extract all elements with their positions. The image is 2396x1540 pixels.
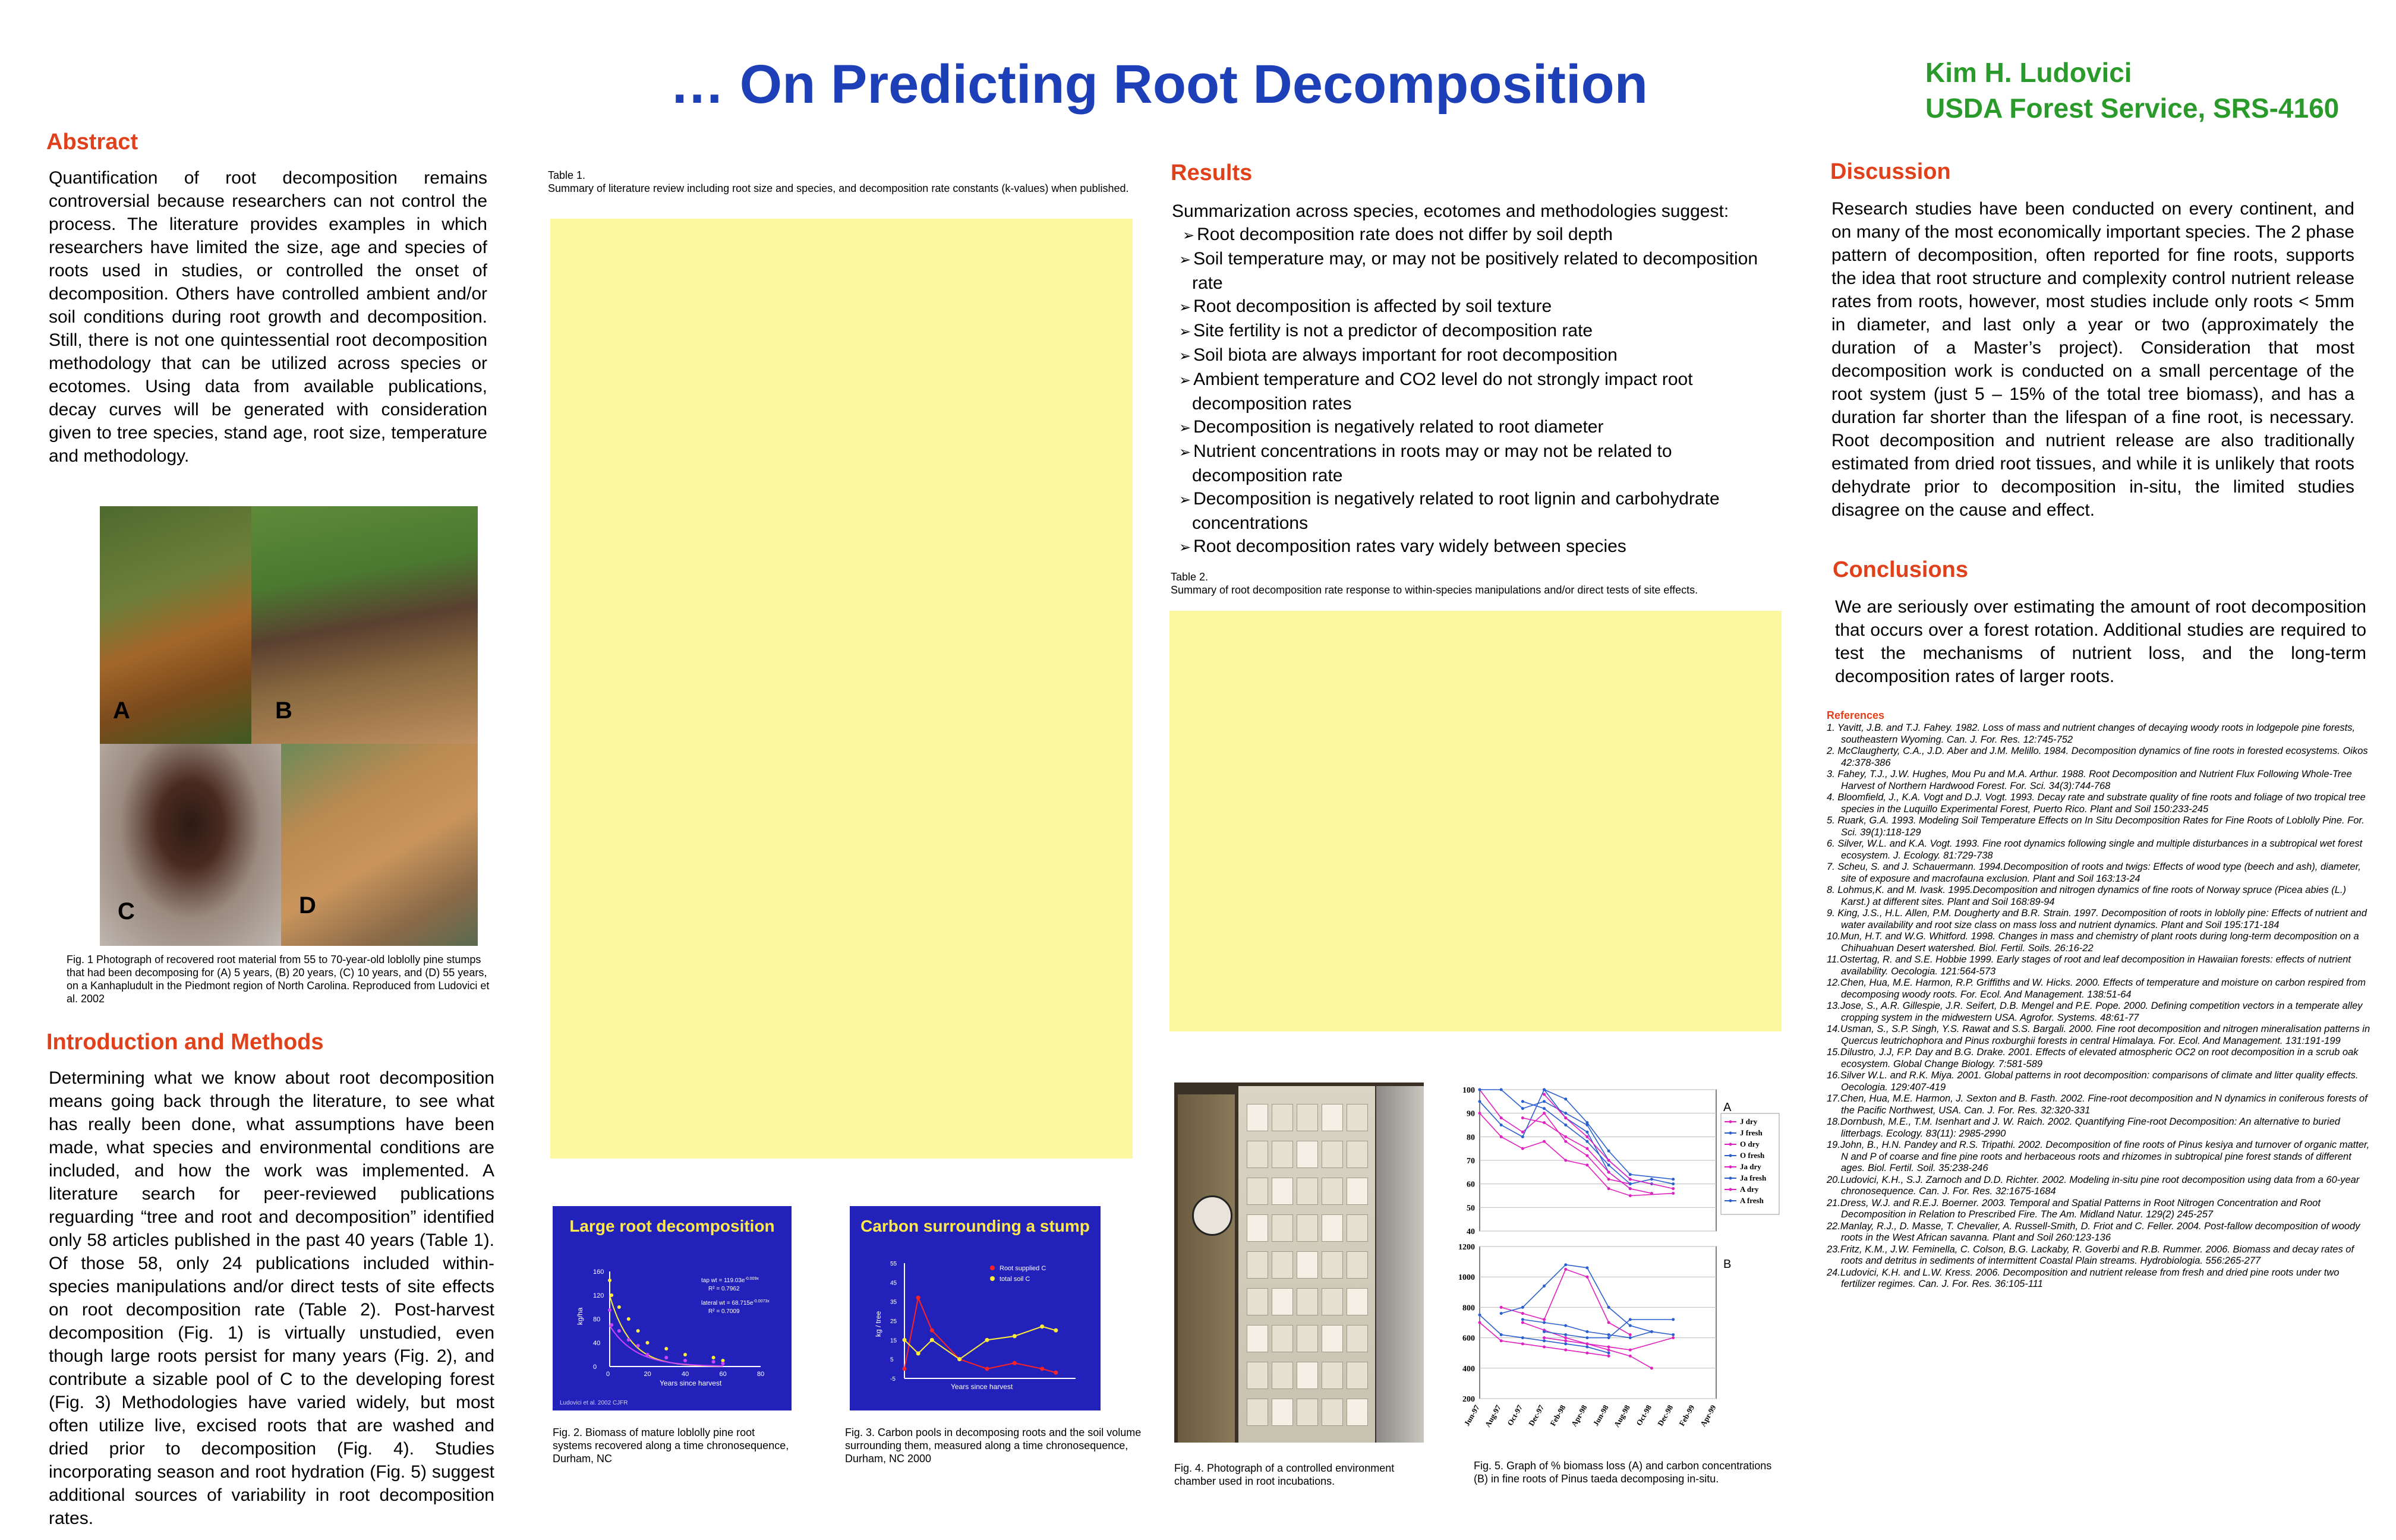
fig3-ytick: 15 [890,1337,897,1345]
fig2-lateral-curve [610,1326,723,1366]
figure2-chart [553,1206,792,1410]
fig2-ytick: 120 [593,1292,604,1299]
photo-label-a: A [113,698,130,724]
fig5-legend-marker [1729,1188,1732,1191]
fig2-source: Ludovici et al. 2002 CJFR [560,1400,628,1406]
figure4-caption: Fig. 4. Photograph of a controlled environment chamber used in root incubations. [1174,1462,1395,1487]
discussion-heading: Discussion [1830,159,1951,184]
table1-caption: Table 1. Summary of literature review including root size and species, and decomposition rate constants (k-values) when published. [548,169,1129,194]
fig2-point-tap-wt [664,1347,668,1350]
reference-item: 10.Mun, H.T. and W.G. Whitford. 1998. Changes in mass and chemistry of plant roots during long-term decomposition on a Chihuahuan Desert watershed. Biol. Fertil. Soils. 26:16-22 [1827,931,2359,954]
fig2-point-lateral-wt [721,1362,725,1365]
fig5-legend-marker [1729,1154,1732,1157]
fig5-xtick: Feb-98 [1548,1403,1568,1428]
incubation-container [1297,1399,1318,1426]
fig3-point [1054,1328,1058,1333]
incubation-container [1272,1325,1293,1352]
figure1-caption: Fig. 1 Photograph of recovered root material from 55 to 70-year-old loblolly pine stumps that had been decomposing for (A) 5 years, (B) 20 years, (C) 10 years, and (D) 55 years, on a Kanhapludult in the Piedmont region of North Carolina. Reproduced from Ludovici et al. 2002 [67,954,490,1005]
results-bullet: ➢ Soil temperature may, or may not be positively related to decomposition rate [1173,247,1791,295]
fig5-xtick: Dec-97 [1527,1403,1546,1428]
fig2-point-lateral-wt [608,1308,611,1312]
incubation-container [1347,1399,1368,1426]
fig5-legend-marker [1729,1143,1732,1146]
fig3-legend-soil: total soil C [1000,1276,1030,1283]
reference-item: 17.Chen, Hua, M.E. Harmon, J. Sexton and B. Fasth. 2002. Fine-root decomposition and N dynamics in coniferous forests of the Pacific Northwest, USA. Can. J. For. Res. 32:320-331 [1827,1093,2367,1116]
results-bullet: ➢ Decomposition is negatively related to root diameter [1173,415,1791,440]
incubation-container [1272,1104,1293,1131]
fig3-point [1013,1334,1017,1338]
figure5-caption: Fig. 5. Graph of % biomass loss (A) and carbon concentrations (B) in fine roots of Pinus taeda decomposing in-situ. [1474,1460,1772,1485]
fig3-point [1040,1367,1044,1371]
incubation-container [1247,1325,1268,1352]
fig2-xtick: 80 [757,1371,765,1378]
incubation-container [1297,1104,1318,1131]
incubation-container [1322,1104,1343,1131]
incubation-container [1272,1251,1293,1279]
incubation-container [1322,1178,1343,1205]
results-intro: Summarization across species, ecotomes and methodologies suggest: [1172,201,1729,221]
table1-placeholder [550,219,1133,1159]
fig3-legend-marker-root [990,1266,995,1270]
incubation-container [1272,1141,1293,1168]
fig2-xtick: 40 [682,1371,689,1378]
fig5-legend-marker [1729,1166,1732,1169]
reference-item: 12.Chen, Hua, M.E. Harmon, R.P. Griffiths and W. Hicks. 2000. Effects of temperature and moisture on carbon respired from decomposing woody roots. For. Ecol. And Management. 138:51-64 [1827,977,2366,1000]
fig5-legend-label: Ja fresh [1740,1173,1767,1182]
incubation-container [1297,1141,1318,1168]
references-list [1827,722,2373,1290]
fig2-eq2: lateral wt = $68.715e^{-0.0073x}$ [701,1299,770,1307]
results-heading: Results [1171,160,1253,185]
results-bullet: ➢ Soil biota are always important for root decomposition [1173,343,1791,368]
fig2-point-tap-wt [608,1279,611,1282]
fig5b-ytick: 600 [1462,1334,1475,1343]
fig5b-ytick: 400 [1462,1364,1475,1374]
reference-item: 4. Bloomfield, J., K.A. Vogt and D.J. Vogt. 1993. Decay rate and substrate quality of fine roots and foliage of two tropical tree species in the Luquillo Experimental Forest, Puerto Rico. Plant and Soil 150:233-245 [1827,792,2366,815]
results-list [1173,223,1791,559]
figure3-chart [850,1206,1101,1410]
fig2-xlabel: Years since harvest [660,1379,722,1387]
fig2-point-lateral-wt [646,1353,650,1356]
fig5-xtick: Apr-98 [1569,1403,1589,1428]
incubation-container [1247,1399,1268,1426]
fig2-xtick: 0 [606,1371,610,1378]
figure3-slide [850,1206,1101,1410]
reference-item: 2. McClaugherty, C.A., J.D. Aber and J.M. Melillo. 1984. Decomposition dynamics of fine roots in forested ecosystems. Oikos 42:378-386 [1827,746,2368,768]
fig5-legend-marker [1729,1121,1732,1124]
fig5-xtick: Aug-98 [1612,1403,1632,1429]
incubation-container [1347,1178,1368,1205]
incubation-container [1272,1178,1293,1205]
incubation-container [1322,1251,1343,1279]
fig2-point-tap-wt [636,1329,640,1333]
incubation-container [1322,1141,1343,1168]
fig2-ytick: 0 [593,1364,597,1371]
references-heading: References [1827,709,1885,721]
fig5b-ytick: 800 [1462,1304,1475,1313]
photo-b [251,506,478,744]
fig3-point [930,1338,934,1342]
fig3-ytick: 35 [890,1299,897,1306]
incubation-container [1247,1288,1268,1315]
incubation-container [1247,1362,1268,1389]
fig2-point-lateral-wt [617,1329,621,1333]
fig3-soil-c-line [904,1327,1056,1359]
fig5-xtick: Dec-98 [1656,1403,1675,1428]
fig3-ytick: 45 [890,1280,897,1287]
table2-caption: Table 2. Summary of root decomposition rate response to within-species manipulations and/or direct tests of site effects. [1171,571,1698,596]
incubation-container [1297,1251,1318,1279]
fig3-point [903,1338,907,1342]
fig3-legend-root: Root supplied C [1000,1265,1046,1272]
figure2-caption: Fig. 2. Biomass of mature loblolly pine root systems recovered along a time chronosequence, Durham, NC [553,1427,789,1465]
reference-item: 5. Ruark, G.A. 1993. Modeling Soil Temperature Effects on In Situ Decomposition Rates for Fine Roots of Loblolly Pine. For. Sci. 39(1):118-129 [1827,815,2365,838]
fig2-point-tap-wt [646,1341,650,1345]
fig3-point [985,1338,989,1342]
fig5-legend-label: A dry [1740,1185,1759,1194]
incubation-container [1297,1288,1318,1315]
reference-item: 3. Fahey, T.J., J.W. Hughes, Mou Pu and M.A. Arthur. 1988. Root Decomposition and Nutrient Flux Following Whole-Tree Harvest of Northern Hardwood Forest. For. Sci. 34(3):744-768 [1827,769,2352,791]
fig5-xtick: Oct-98 [1634,1403,1654,1428]
incubation-container [1322,1399,1343,1426]
fig3-point [957,1357,961,1361]
fig3-point [1040,1324,1044,1328]
fig2-point-tap-wt [617,1305,621,1309]
figure1-photo-collage [100,506,478,946]
fig5-panel-b-label: B [1723,1258,1732,1271]
author-block [1925,55,2339,126]
fig5b-ytick: 200 [1462,1395,1475,1404]
incubation-container [1322,1325,1343,1352]
poster-title: … On Predicting Root Decomposition [670,54,1648,115]
fig5a-ytick: 60 [1467,1180,1475,1189]
fig5-legend-marker [1729,1177,1732,1180]
fig2-point-tap-wt [712,1356,715,1359]
reference-item: 13.Jose, S., A.R. Gillespie, J.R. Seifert, D.B. Mengel and P.E. Pope. 2000. Defining competition vectors in a temperate alley cropping system in the midwestern USA. Agrofor. Systems. 48:61-77 [1827,1001,2363,1023]
incubation-container [1347,1251,1368,1279]
incubation-container [1322,1214,1343,1242]
reference-item: 20.Ludovici, K.H., S.J. Zarnoch and D.D. Richter. 2002. Modeling in-situ pine root decomposition using data from a 60-year chronosequence. Can. J. For. Res. 32:1675-1684 [1827,1174,2360,1197]
reference-item: 7. Scheu, S. and J. Schauermann. 1994.Decomposition of roots and twigs: Effects of wood type (beech and ash), diameter, site of exposure and macrofauna exclusion. Plant and Soil 163:13-24 [1827,861,2361,884]
fig5-legend-marker [1729,1200,1732,1203]
fig5b-ytick: 1200 [1458,1243,1475,1252]
discussion-text: Research studies have been conducted on every continent, and on many of the most economically important species. The 2 phase pattern of decomposition, often reported for fine roots, supports the idea that root structure and complexity control nutrient release rates from roots, however, most studies include only roots < 5mm in diameter, and last only a year or two (approximately the duration of a Master’s project). Consideration that most decomposition work is conducted on a small percentage of the root system (just 5 – 15% of the total tree biomass), and has a duration far shorter than the lifespan of a fine root, is necessary. Root decomposition and nutrient release are also traditionally estimated from dried root tissues, and while it is unlikely that roots dehydrate prior to decomposition in-situ, the limited studies disagree on the cause and effect. [1831,199,2354,520]
fig3-root-c-line [904,1298,1056,1372]
fig2-point-lateral-wt [627,1338,630,1342]
fig5-legend-marker [1729,1132,1732,1135]
fig2-xtick: 60 [719,1371,727,1378]
fig3-ytick: 25 [890,1318,897,1325]
fig5a-ytick: 100 [1462,1086,1475,1095]
incubation-container [1347,1141,1368,1168]
reference-item: 15.Dilustro, J.J, F.P. Day and B.G. Drake. 2001. Effects of elevated atmospheric OC2 on root decomposition in a scrub oak ecosystem. Global Change Biology. 7:581-589 [1827,1047,2359,1069]
results-bullet: ➢ Ambient temperature and CO2 level do not strongly impact root decomposition rates [1173,368,1791,415]
fig5-xtick: Jun-98 [1591,1403,1610,1428]
reference-item: 21.Dress, W.J. and R.E.J. Boerner. 2003. Temporal and Spatial Patterns in Root Nitrogen Concentration and Root Decomposition in Relation to Prescribed Fire. The Am. Midland Natur. 129(2) 245-257 [1827,1197,2321,1220]
conclusions-heading: Conclusions [1833,557,1969,582]
fig2-xtick: 20 [644,1371,651,1378]
incubation-container [1247,1214,1268,1242]
results-bullet: ➢ Root decomposition is affected by soil texture [1173,295,1791,319]
incubation-container [1322,1362,1343,1389]
fig5a-ytick: 70 [1467,1157,1475,1166]
fig2-point-lateral-wt [683,1359,687,1362]
photo-d [281,744,478,946]
chamber-shelves [1244,1100,1369,1433]
intro-text: Determining what we know about root decomposition means going back through the literature, to see what has really been done, what assumptions have been made, what species and environmental conditions are included, and how the work was implemented. A literature search for peer-reviewed publications reguarding “tree and root and decomposition” identified only 58 articles published in the past 40 years (Table 1). Of those 58, only 24 publications included within-species manipulations and/or direct tests of site effects on root decomposition rate (Table 2). Post-harvest decomposition (Fig. 1) is virtually unstudied, even though large roots persist for many years (Fig. 2), and contribute a sizable pool of C to the developing forest (Fig. 3) Methodologies have varied widely, but most often utilize live, excised roots that are washed and dried prior to decomposition (Fig. 4). Studies incorporating season and root hydration (Fig. 5) suggest additional sources of variability in root decomposition rates. [49,1068,494,1528]
table2-placeholder [1169,611,1782,1031]
fig2-point-tap-wt [610,1293,613,1297]
incubation-container [1247,1141,1268,1168]
incubation-container [1347,1214,1368,1242]
abstract-text: Quantification of root decomposition remains controversial because researchers can not control the process. The literature provides examples in which researchers have limited the size, age and species of roots used in studies, or controlled the onset of decomposition. Others have controlled ambient and/or soil conditions during root growth and decomposition. Still, there is not one quintessential root decomposition methodology that can be utilized across species or ecotomes. Using data from available publications, decay curves will be generated with consideration given to tree species, stand age, root size, temperature and methodology. [49,168,487,466]
fig2-ytick: 40 [593,1340,601,1347]
incubation-container [1272,1362,1293,1389]
fig5-panel-a-label: A [1723,1101,1732,1114]
fig2-point-lateral-wt [636,1344,640,1348]
fig2-ylabel: kg/ha [576,1307,584,1325]
fig3-point [916,1351,920,1355]
results-bullet: ➢ Site fertility is not a predictor of decomposition rate [1173,319,1791,343]
fig3-xlabel: Years since harvest [951,1383,1013,1391]
incubation-container [1297,1178,1318,1205]
fig3-ylabel: kg / tree [874,1311,882,1337]
fig5b-ytick: 1000 [1458,1273,1475,1283]
fig3-point [916,1296,920,1300]
fig3-legend-marker-soil [990,1276,995,1281]
fig2-point-lateral-wt [712,1360,715,1364]
incubation-container [1272,1288,1293,1315]
photo-c [100,744,281,946]
figure2-slide [553,1206,792,1410]
fig3-point [930,1328,934,1333]
author-affiliation: USDA Forest Service, SRS-4160 [1925,93,2340,124]
incubation-container [1347,1104,1368,1131]
reference-item: 9. King, J.S., H.L. Allen, P.M. Dougherty and B.R. Strain. 1997. Decomposition of roots in loblolly pine: Effects of nutrient and water availability and root size class on mass loss and nutrient dynamics. Plant and Soil 195:171-184 [1827,908,2367,930]
fig2-point-lateral-wt [664,1356,668,1359]
incubation-container [1297,1214,1318,1242]
reference-item: 19.John, B., H.N. Pandey and R.S. Tripathi. 2002. Decomposition of fine roots of Pinus kesiya and turnover of organic matter, N and P of coarse and fine pine roots and herbaceous roots and rhizomes in subtropical pine forest stands of different ages. Biol. Fertil. Soil. 35:238-246 [1827,1140,2370,1173]
fig2-ytick: 160 [593,1268,604,1276]
fig5-xtick: Apr-99 [1698,1403,1718,1428]
incubation-container [1347,1362,1368,1389]
results-bullet: ➢ Nutrient concentrations in roots may or may not be related to decomposition rate [1173,440,1791,487]
incubation-container [1272,1399,1293,1426]
fig5a-ytick: 80 [1467,1133,1475,1143]
reference-item: 18.Dornbush, M.E., T.M. Isenhart and J. W. Raich. 2002. Quantifying Fine-root Decomposition: An alternative to buried litterbags. Ecology. 83(11): 2985-2990 [1827,1116,2340,1139]
figure4-photo [1174,1083,1424,1443]
reference-item: 16.Silver W.L. and R.K. Miya. 2001. Global patterns in root decomposition: comparisons of climate and litter quality effects. Oecologia. 129:407-419 [1827,1070,2359,1093]
fig2-r2-2: R² = 0.7009 [708,1308,740,1315]
incubation-container [1272,1214,1293,1242]
fig5-legend-label: J dry [1740,1117,1758,1126]
fig2-r2-1: R² = 0.7962 [708,1286,740,1292]
fig5-xtick: Feb-99 [1677,1403,1697,1428]
fig2-point-lateral-wt [610,1323,613,1327]
fig5-legend-label: A fresh [1740,1196,1764,1205]
fig3-point [903,1367,907,1371]
incubation-container [1322,1288,1343,1315]
fig2-eq1: tap wt = $119.03e^{-0.009x}$ [701,1277,759,1284]
fig5-xtick: Oct-97 [1505,1403,1524,1428]
figure3-caption: Fig. 3. Carbon pools in decomposing roots and the soil volume surrounding them, measured along a time chronosequence, Durham, NC 2000 [845,1427,1142,1465]
conclusions-text: We are seriously over estimating the amount of root decomposition that occurs over a forest rotation. Additional studies are required to test the mechanisms of nutrient loss, and the long-term decomposition rates of larger roots. [1835,597,2366,686]
chamber-clock-icon [1192,1195,1232,1236]
fig5a-ytick: 50 [1467,1204,1475,1213]
reference-item: 8. Lohmus,K. and M. Ivask. 1995.Decomposition and nitrogen dynamics of fine roots of Norway spruce (Picea abies (L.) Karst.) at different sites. Plant and Soil 168:89-94 [1827,885,2347,907]
incubation-container [1247,1178,1268,1205]
fig2-ytick: 80 [593,1316,601,1323]
fig5-legend-label: O dry [1740,1140,1760,1148]
incubation-container [1247,1251,1268,1279]
fig3-point [1054,1371,1058,1375]
fig3-ytick: 5 [890,1356,894,1364]
incubation-container [1347,1325,1368,1352]
reference-item: 24.Ludovici, K.H. and L.W. Kress. 2006. Decomposition and nutrient release from fresh and dried pine roots under two fertilizer regimes. Can. J. For. Res. 36:105-111 [1827,1267,2340,1289]
incubation-container [1247,1104,1268,1131]
figure2-title: Large root decomposition [569,1217,775,1235]
photo-label-b: B [275,698,292,724]
fig3-ytick: -5 [890,1376,896,1383]
results-bullet: ➢ Decomposition is negatively related to root lignin and carbohydrate concentrations [1173,487,1791,535]
reference-item: 1. Yavitt, J.B. and T.J. Fahey. 1982. Loss of mass and nutrient changes of decaying woody roots in lodgepole pine forests, southeastern Wyoming. Can. J. For. Res. 12:745-752 [1827,722,2356,745]
figure3-title: Carbon surrounding a stump [860,1217,1090,1235]
fig2-point-tap-wt [627,1317,630,1321]
fig5-legend-label: J fresh [1740,1128,1763,1137]
fig2-point-tap-wt [683,1353,687,1356]
author-name: Kim H. Ludovici [1925,57,2132,88]
photo-label-d: D [299,892,316,919]
fig5a-ytick: 40 [1467,1227,1475,1236]
reference-item: 6. Silver, W.L. and K.A. Vogt. 1993. Fine root dynamics following single and multiple disturbances in a subtropical wet forest ecosystem. J. Ecology. 81:729-738 [1827,838,2363,861]
fig5-legend-label: Ja dry [1740,1162,1761,1171]
fig5-legend-label: O fresh [1740,1151,1765,1160]
abstract-heading: Abstract [46,130,138,154]
fig5a-ytick: 90 [1467,1109,1475,1119]
results-bullet: ➢ Root decomposition rate does not differ by soil depth [1173,223,1791,247]
fig3-ytick: 55 [890,1261,897,1267]
photo-label-c: C [118,898,135,924]
incubation-container [1297,1325,1318,1352]
incubation-container [1297,1362,1318,1389]
reference-item: 22.Manlay, R.J., D. Masse, T. Chevalier, A. Russell-Smith, D. Friot and C. Feller. 2004. Post-fallow decomposition of woody roots in the West African savanna. Plant and Soil 260:123-136 [1827,1220,2360,1243]
fig3-point [985,1367,989,1371]
fig5-xtick: Jun-97 [1462,1403,1481,1428]
fig5-xtick: Aug-97 [1483,1403,1503,1429]
reference-item: 14.Usman, S., S.P. Singh, Y.S. Rawat and S.S. Bargali. 2000. Fine root decomposition and nitrogen mineralisation patterns in Quercus leutrichophora and Pinus roxburghii forests in central Himalaya. For. Ecol. And Management. 131:191-199 [1827,1024,2370,1046]
photo-a [100,506,251,744]
reference-item: 11.Ostertag, R. and S.E. Hobbie 1999. Early stages of root and leaf decomposition in Hawaiian forests: effects of nutrient availability. Oecologia. 121:564-573 [1827,954,2351,977]
fig3-point [1013,1361,1017,1365]
incubation-container [1347,1288,1368,1315]
results-bullet: ➢ Root decomposition rates vary widely between species [1173,535,1791,559]
figure5-chart [1437,1077,1793,1445]
reference-item: 23.Fritz, K.M., J.W. Feminella, C. Colson, B.G. Lackaby, R. Goverbi and R.B. Rummer. 2006. Biomass and decay rates of roots and detritus in sediments of intermittent Coastal Plain streams. Hydrobiologia. 556:265-277 [1827,1244,2354,1266]
intro-heading: Introduction and Methods [46,1030,324,1055]
